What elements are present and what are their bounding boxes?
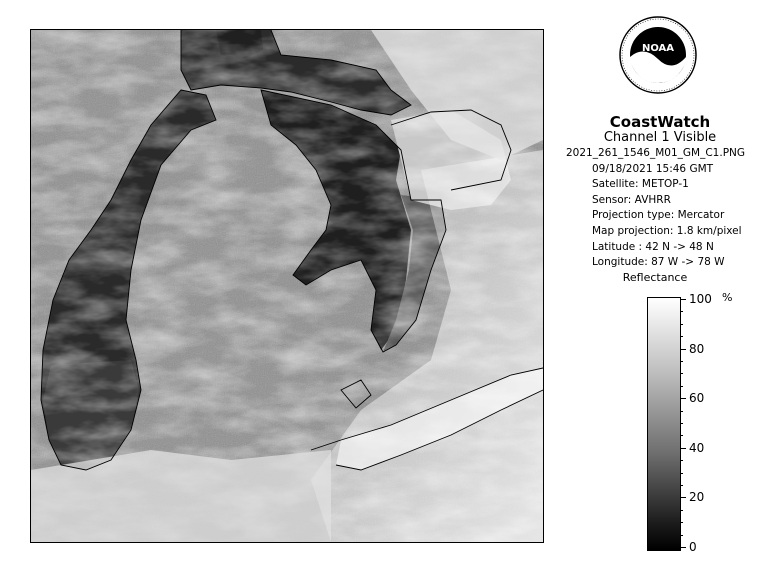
colorbar-tick [680,423,683,424]
colorbar-tick-label: 80 [689,341,705,356]
colorbar-tick [680,373,683,374]
app-title: CoastWatch [609,113,711,131]
metadata-datetime: 09/18/2021 15:46 GMT [592,162,714,175]
metadata-latitude: Latitude : 42 N -> 48 N [592,240,714,253]
colorbar-tick [680,336,683,337]
metadata-filename: 2021_261_1546_M01_GM_C1.PNG [566,147,746,159]
legend-unit: % [722,291,733,304]
colorbar-tick [680,522,683,523]
colorbar-tick [680,435,683,436]
colorbar-tick [680,299,686,300]
colorbar-tick [680,349,686,350]
noaa-logo-text: NOAA [641,43,675,54]
metadata-satellite: Satellite: METOP-1 [592,178,689,191]
colorbar-tick-label: 40 [689,440,705,455]
noaa-logo-svg [618,15,698,95]
colorbar-tick [680,485,683,486]
colorbar-tick [680,510,683,511]
colorbar-tick [680,386,683,387]
channel-label: Channel 1 Visible [603,130,717,145]
colorbar-tick-label: 100 [689,292,712,306]
colorbar-tick [680,547,686,548]
metadata-longitude: Longitude: 87 W -> 78 W [592,256,725,269]
colorbar-tick [680,311,683,312]
metadata-map-projection: Map projection: 1.8 km/pixel [592,224,742,237]
metadata-block [560,146,770,271]
colorbar-tick [680,460,683,461]
colorbar-tick [680,473,683,474]
colorbar-tick-label: 0 [689,540,697,554]
colorbar-tick-label: 20 [689,490,705,505]
colorbar-tick-label: 60 [689,391,705,406]
cloud-band-southwest [31,450,331,542]
legend-title: Reflectance [622,271,688,284]
colorbar-tick [680,535,683,536]
satellite-map [30,29,544,543]
colorbar-tick [680,398,686,399]
colorbar-tick [680,448,686,449]
colorbar-tick [680,361,683,362]
colorbar-tick [680,497,686,498]
reflectance-colorbar [647,297,681,551]
map-svg [31,30,543,542]
noaa-logo [618,15,698,95]
colorbar-tick [680,411,683,412]
metadata-projection-type: Projection type: Mercator [592,209,725,222]
metadata-sensor: Sensor: AVHRR [592,193,671,206]
colorbar-tick [680,324,683,325]
